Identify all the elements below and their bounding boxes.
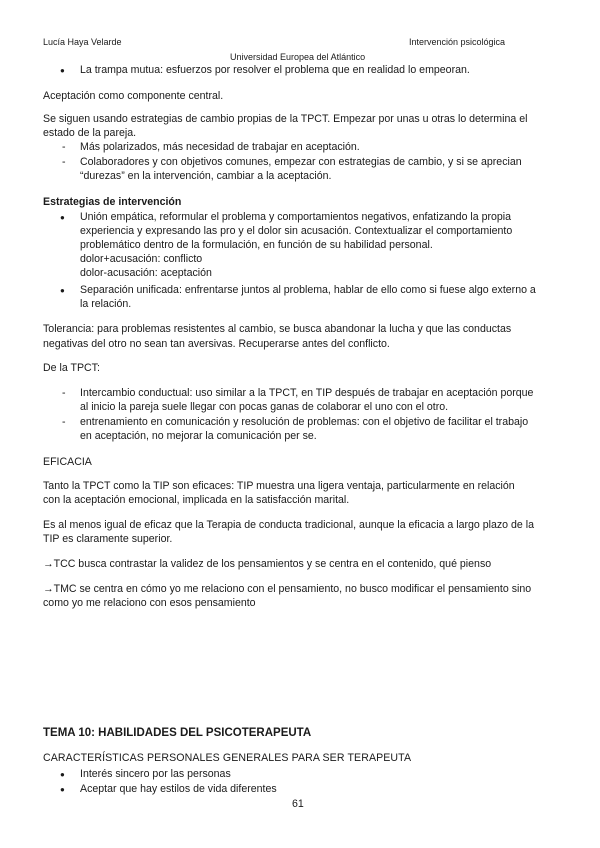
dash-item-intercambio-line1: Intercambio conductual: uso similar a la TPCT, en TIP después de trabajar en aceptación porque [80, 387, 534, 399]
dash-item-intercambio-line2: al inicio la pareja suele llegar con pocas ganas de colaborar el uno con el otro. [80, 401, 449, 413]
paragraph-es-line1: Es al menos igual de eficaz que la Terapia de conducta tradicional, aunque la eficacia a largo plazo de la [43, 519, 534, 531]
bullet-icon: ● [60, 785, 65, 794]
page-number: 61 [292, 798, 304, 810]
bullet-union-line3: problemático dentro de la formulación, en función de su habilidad personal. [80, 239, 433, 251]
heading-eficacia: EFICACIA [43, 456, 92, 468]
paragraph-de-tpct: De la TPCT: [43, 362, 100, 374]
paragraph-tanto-line2: con la aceptación emocional, implicada en la satisfacción marital. [43, 494, 350, 506]
bullet-trampa-mutua: La trampa mutua: esfuerzos por resolver el problema que en realidad lo empeoran. [80, 64, 470, 76]
dash-item-polarizados: Más polarizados, más necesidad de trabajar en aceptación. [80, 141, 360, 153]
paragraph-tmc-line2: como yo me relaciono con esos pensamiento [43, 597, 256, 609]
bullet-aceptar: Aceptar que hay estilos de vida diferentes [80, 783, 277, 795]
bullet-separacion-line2: la relación. [80, 298, 132, 310]
bullet-union-line2: experiencia y expresando las pro y el dolor sin acusación. Contextualizar el comportamiento [80, 225, 513, 237]
bullet-icon: ● [60, 66, 65, 75]
bullet-separacion-line1: Separación unificada: enfrentarse juntos al problema, hablar de ello como si fuese algo externo a [80, 284, 536, 296]
bullet-union-line4: dolor+acusación: conflicto [80, 253, 203, 265]
dash-marker: - [62, 156, 66, 168]
header-university: Universidad Europea del Atlántico [230, 52, 366, 62]
dash-marker: - [62, 141, 66, 153]
paragraph-es-line2: TIP es claramente superior. [43, 533, 173, 545]
heading-tema-10: TEMA 10: HABILIDADES DEL PSICOTERAPEUTA [43, 727, 312, 739]
paragraph-siguen-line1: Se siguen usando estrategias de cambio propias de la TPCT. Empezar por unas u otras lo determina el [43, 113, 528, 125]
paragraph-siguen-line2: estado de la pareja. [43, 127, 137, 139]
heading-caracteristicas: CARACTERÍSTICAS PERSONALES GENERALES PARA SER TERAPEUTA [43, 752, 412, 764]
bullet-union-line5: dolor-acusación: aceptación [80, 267, 212, 279]
paragraph-tolerancia-line1: Tolerancia: para problemas resistentes al cambio, se busca abandonar la lucha y que las conductas [43, 323, 512, 335]
paragraph-tmc-line1: →TMC se centra en cómo yo me relaciono con el pensamiento, no busco modificar el pensamiento sino [43, 583, 532, 595]
bullet-union-line1: Unión empática, reformular el problema y comportamientos negativos, enfatizando la propia [80, 211, 512, 223]
dash-item-colaboradores-line1: Colaboradores y con objetivos comunes, empezar con estrategias de cambio, y si se aprecian [80, 156, 522, 168]
heading-estrategias: Estrategias de intervención [43, 196, 182, 208]
dash-marker: - [62, 387, 66, 399]
bullet-icon: ● [60, 213, 65, 222]
header-author: Lucía Haya Velarde [43, 37, 122, 47]
dash-item-entrenamiento-line2: en aceptación, no mejorar la comunicación per se. [80, 430, 317, 442]
dash-item-colaboradores-line2: “durezas” en la intervención, cambiar a la aceptación. [80, 170, 332, 182]
paragraph-tcc: →TCC busca contrastar la validez de los pensamientos y se centra en el contenido, qué pienso [43, 558, 492, 570]
bullet-interes: Interés sincero por las personas [80, 768, 231, 780]
dash-marker: - [62, 416, 66, 428]
bullet-icon: ● [60, 286, 65, 295]
dash-item-entrenamiento-line1: entrenamiento en comunicación y resolución de problemas: con el objetivo de facilitar el trabajo [80, 416, 529, 428]
bullet-icon: ● [60, 770, 65, 779]
header-subject: Intervención psicológica [409, 37, 506, 47]
paragraph-tanto-line1: Tanto la TPCT como la TIP son eficaces: TIP muestra una ligera ventaja, particularmente en relación [43, 480, 515, 492]
paragraph-tolerancia-line2: negativas del otro no sean tan aversivas. Recuperarse antes del conflicto. [43, 338, 390, 350]
paragraph-aceptacion: Aceptación como componente central. [43, 90, 224, 102]
